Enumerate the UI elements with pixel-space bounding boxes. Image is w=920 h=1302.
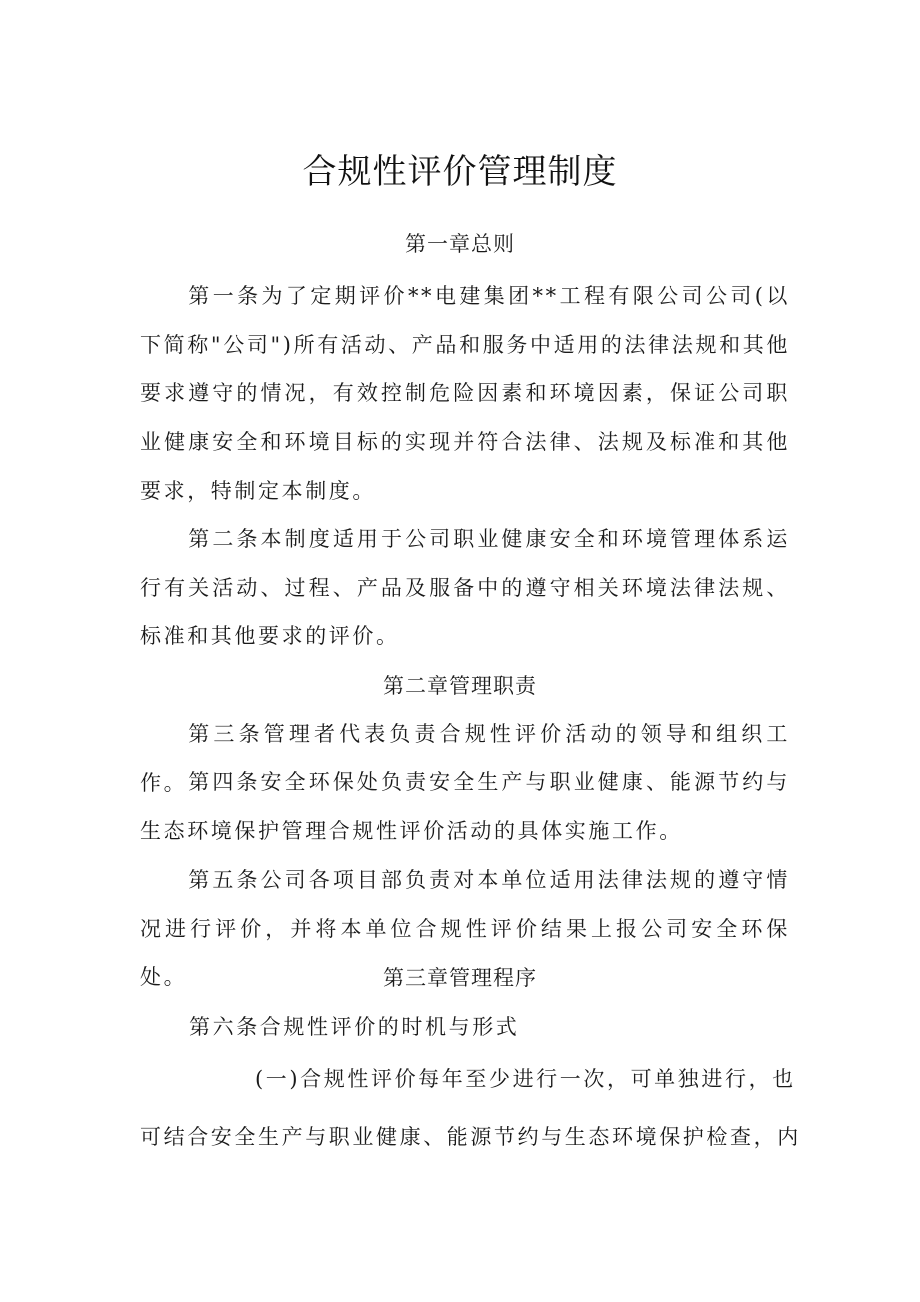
article-1: 第一条为了定期评价**电建集团**工程有限公司公司(以下简称"公司")所有活动、产品和服务中适用的法律法规和其他要求遵守的情况，有效控制危险因素和环境因素，保证公司职业健康安全和环境目标的实现并符合法律、法规及标准和其他要求，特制定本制度。 (140, 284, 790, 503)
document-title: 合规性评价管理制度 (302, 152, 618, 192)
chapter-heading-3: 第三章管理程序 (383, 966, 537, 990)
article-6: 第六条合规性评价的时机与形式 (189, 1015, 520, 1039)
article-3: 第三条管理者代表负责合规性评价活动的领导和组织工作。 (140, 722, 790, 795)
article-6-item-1-line-1: (一)合规性评价每年至少进行一次，可单独进行，也 (255, 1067, 796, 1091)
article-6-item-1-line-2: 可结合安全生产与职业健康、能源节约与生态环境保护检查，内 (140, 1125, 801, 1149)
chapter-heading-2: 第二章管理职责 (383, 674, 537, 698)
article-4: 第四条安全环保处负责安全生产与职业健康、能源节约与生态环境保护管理合规性评价活动的具体实施工作。 (140, 770, 790, 843)
article-2: 第二条本制度适用于公司职业健康安全和环境管理体系运行有关活动、过程、产品及服备中的遵守相关环境法律法规、标准和其他要求的评价。 (140, 527, 790, 649)
article-5: 第五条公司各项目部负责对本单位适用法律法规的遵守情况进行评价，并将本单位合规性评价结果上报公司安全环保处。 (140, 868, 790, 990)
chapter-heading-1: 第一章总则 (405, 232, 515, 256)
